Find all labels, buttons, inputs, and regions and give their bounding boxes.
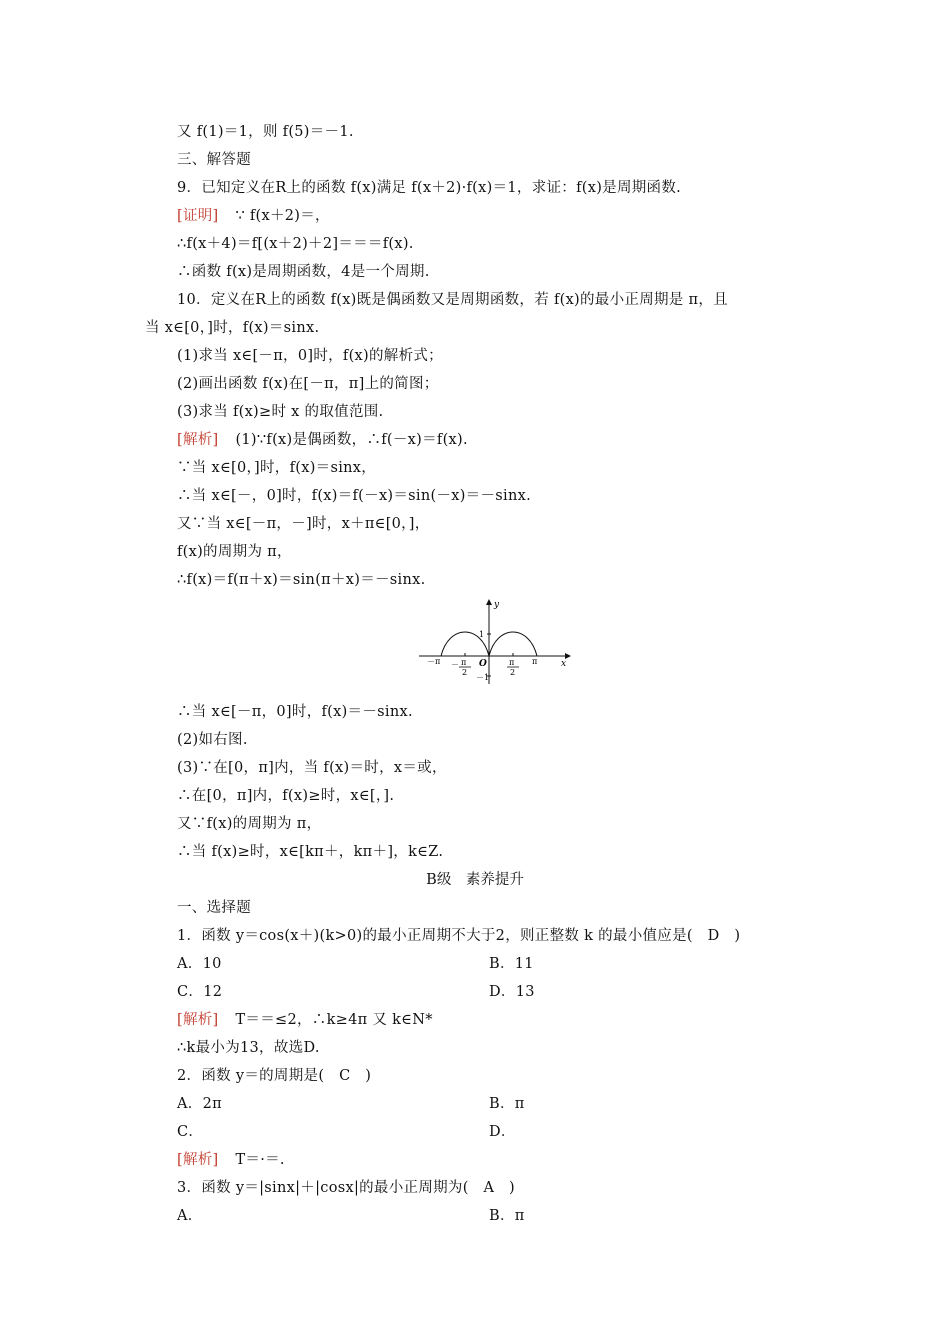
proof-tag: [证明] [177, 208, 219, 224]
choice-b: B．π [489, 1208, 525, 1224]
text-line: ∴当 x∈[－π，0]时，f(x)＝－sinx. [177, 704, 413, 720]
x-label: x [561, 659, 567, 669]
question-2: 2．函数 y＝的周期是( C ) [177, 1068, 372, 1084]
question-9: 9．已知定义在R上的函数 f(x)满足 f(x＋2)·f(x)＝1，求证：f(x)是周期函数. [177, 180, 682, 196]
text-line: 又∵f(x)的周期为 π， [177, 816, 322, 832]
text-line: ∴f(x＋4)＝f[(x＋2)＋2]＝＝＝f(x). [177, 236, 414, 252]
neg-one-label: －1 [476, 673, 490, 682]
choice-c: C． [177, 1124, 204, 1140]
level-heading: B级 素养提升 [426, 872, 524, 888]
choice-c: C．12 [177, 984, 223, 1000]
section-heading: 一、选择题 [177, 900, 251, 916]
neg-pi-label: －π [427, 657, 441, 666]
question-1: 1．函数 y＝cos(x＋)(k>0)的最小正周期不大于2，则正整数 k 的最小值应是( D ) [177, 928, 741, 944]
y-label: y [494, 600, 500, 610]
analysis-tag: [解析] [177, 1012, 219, 1028]
text-line: ∴当 x∈[－，0]时，f(x)＝f(－x)＝sin(－x)＝－sinx. [177, 488, 531, 504]
neg-half-den: 2 [462, 668, 468, 677]
choice-b: B．π [489, 1096, 525, 1112]
choice-a: A．10 [177, 956, 222, 972]
choice-b: B．11 [489, 956, 534, 972]
origin-label: O [479, 659, 487, 669]
analysis-text: T＝·＝. [235, 1152, 285, 1168]
text-line: ∴当 f(x)≥时，x∈[kπ＋，kπ＋]，k∈Z. [177, 844, 444, 860]
text-line: ∵当 x∈[0，]时，f(x)＝sinx， [177, 460, 377, 476]
choice-d: D．13 [489, 984, 535, 1000]
text-line: f(x)的周期为 π， [177, 544, 292, 560]
section-heading: 三、解答题 [177, 152, 251, 168]
sine-graph [415, 596, 575, 688]
proof-line [177, 206, 330, 226]
neg-half-sign: － [451, 660, 459, 669]
analysis-line [177, 430, 468, 450]
analysis-text: (1)∵f(x)是偶函数，∴f(－x)＝f(x). [235, 432, 468, 448]
question-3: 3．函数 y＝|sinx|＋|cosx|的最小正周期为( A ) [177, 1180, 516, 1196]
text-line: 又 f(1)＝1，则 f(5)＝－1. [177, 124, 354, 140]
choice-a: A． [177, 1208, 203, 1224]
text-line: (1)求当 x∈[－π，0]时，f(x)的解析式； [177, 348, 443, 364]
text-line: 当 x∈[0，]时，f(x)＝sinx. [145, 320, 320, 336]
analysis-tag: [解析] [177, 432, 219, 448]
question-10: 10．定义在R上的函数 f(x)既是偶函数又是周期函数，若 f(x)的最小正周期是 π，且 [177, 292, 728, 308]
proof-text: ∵ f(x＋2)＝， [235, 208, 330, 224]
text-line: (3)求当 f(x)≥时 x 的取值范围. [177, 404, 384, 420]
analysis-tag: [解析] [177, 1152, 219, 1168]
text-line: ∴k最小为13，故选D. [177, 1040, 320, 1056]
choice-a: A．2π [177, 1096, 222, 1112]
half-den: 2 [510, 668, 516, 677]
text-line: (2)如右图. [177, 732, 248, 748]
neg-half-num: π [461, 658, 467, 667]
text-line: (3)∵在[0，π]内，当 f(x)＝时，x＝或， [177, 760, 447, 776]
analysis-text: T＝＝≤2，∴k≥4π 又 k∈N* [235, 1012, 433, 1028]
pi-label: π [532, 657, 538, 666]
text-line: (2)画出函数 f(x)在[－π，π]上的简图； [177, 376, 439, 392]
text-line: 又∵当 x∈[－π，－]时，x＋π∈[0，]， [177, 516, 430, 532]
half-num: π [509, 658, 515, 667]
text-line: ∴在[0，π]内，f(x)≥时，x∈[，]. [177, 788, 395, 804]
y-arrow [486, 599, 492, 605]
analysis-line [177, 1150, 285, 1170]
curve-right [489, 632, 537, 656]
text-line: ∴函数 f(x)是周期函数，4是一个周期. [177, 264, 430, 280]
text-line: ∴f(x)＝f(π＋x)＝sin(π＋x)＝－sinx. [177, 572, 426, 588]
analysis-line [177, 1010, 433, 1030]
choice-d: D． [489, 1124, 516, 1140]
one-label: 1 [479, 630, 485, 639]
